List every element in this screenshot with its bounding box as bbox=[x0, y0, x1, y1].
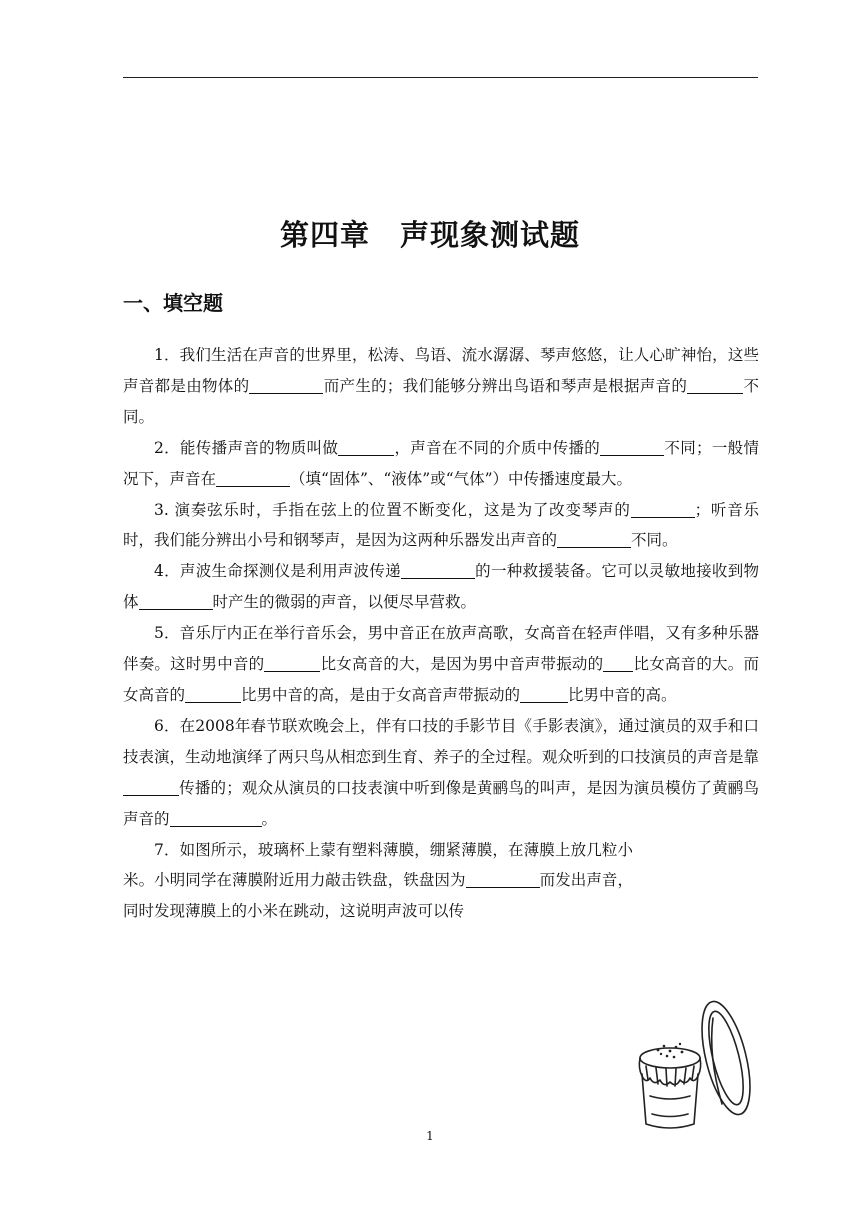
answer-blank bbox=[338, 439, 394, 456]
answer-blank bbox=[249, 377, 323, 394]
question-7: 7．如图所示，玻璃杯上蒙有塑料薄膜，绷紧薄膜，在薄膜上放几粒小米。小明同学在薄膜附近用力敲击铁盘，铁盘因为 而发出声音，同时发现薄膜上的小米在跳动，这说明声波可以传 bbox=[123, 840, 633, 921]
question-4: 4．声波生命探测仪是利用声波传递 的一种救援装备。它可以灵敏地接收到物体 时产生的微弱的声音，以便尽早营救。 bbox=[123, 562, 759, 612]
question-5: 5．音乐厅内正在举行音乐会，男中音正在放声高歌，女高音在轻声伴唱，又有多种乐器伴奏。这时男中音的 比女高音的大，是因为男中音声带振动的 比女高音的大。而女高音的 比男中音的高，是由于女高音声带振动的 比男中音的高。 bbox=[123, 624, 759, 704]
page-number: 1 bbox=[426, 1129, 434, 1143]
answer-blank bbox=[466, 872, 540, 889]
section-heading: 一、填空题 bbox=[123, 291, 223, 315]
millet-grains bbox=[657, 1043, 684, 1059]
answer-blank bbox=[631, 501, 695, 518]
question-3: 3. 演奏弦乐时，手指在弦上的位置不断变化，这是为了改变琴声的 ；听音乐时，我们能分辨出小号和钢琴声，是因为这两种乐器发出声音的 不同。 bbox=[123, 500, 759, 550]
question-1: 1．我们生活在声音的世界里，松涛、鸟语、流水潺潺、琴声悠悠，让人心旷神怡，这些声音都是由物体的 而产生的；我们能够分辨出鸟语和琴声是根据声音的 不同。 bbox=[123, 346, 759, 426]
answer-blank bbox=[170, 810, 262, 827]
page-title: 第四章 声现象测试题 bbox=[279, 218, 580, 252]
answer-blank bbox=[687, 377, 743, 394]
header-rule bbox=[123, 77, 758, 78]
answer-blank bbox=[123, 779, 179, 796]
glass-and-iron-plate-illustration bbox=[630, 996, 760, 1132]
iron-plate bbox=[693, 997, 760, 1119]
question-2: 2．能传播声音的物质叫做 ，声音在不同的介质中传播的 不同；一般情况下，声音在 （填“固体”、“液体”或“气体”）中传播速度最大。 bbox=[123, 438, 759, 488]
question-list bbox=[123, 340, 759, 927]
answer-blank bbox=[600, 439, 664, 456]
answer-blank bbox=[139, 594, 213, 611]
answer-blank bbox=[264, 656, 320, 673]
question-6: 6．在2008年春节联欢晚会上，伴有口技的手影节目《手影表演》，通过演员的双手和口技表演，生动地演绎了两只鸟从相恋到生育、养子的全过程。观众听到的口技演员的声音是靠传播的；观众从演员的口技表演中听到像是黄鹂鸟的叫声，是因为演员模仿了黄鹂鸟声音的 。 bbox=[123, 716, 759, 828]
answer-blank bbox=[401, 563, 475, 580]
answer-blank bbox=[557, 532, 631, 549]
answer-blank bbox=[603, 656, 633, 673]
answer-blank bbox=[185, 686, 241, 703]
answer-blank bbox=[520, 686, 568, 703]
answer-blank bbox=[216, 470, 290, 487]
